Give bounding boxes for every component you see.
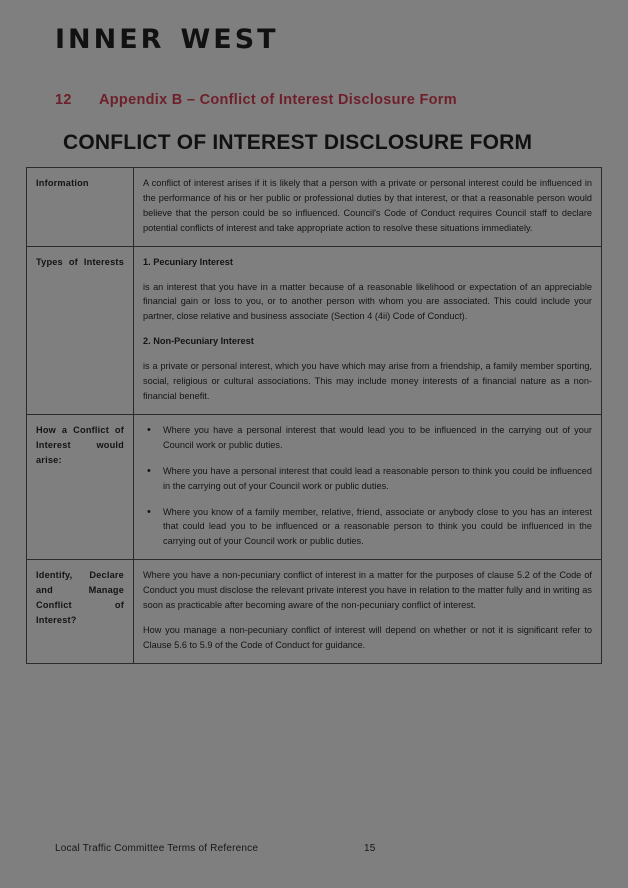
conflict-of-interest-table [26, 167, 602, 664]
logo-word-inner: INNER [55, 24, 165, 55]
row-label-how-conflict-arises: How a Conflict of Interest would arise: [27, 414, 134, 559]
paragraph-non-pecuniary-interest: is a private or personal interest, which you have which may arise from a friendship, a family member sporting, social, religious or cultural associations. This may include money interests of a financial nature as a non-financial benefit. [143, 361, 592, 401]
row-label-identify-declare-manage: Identify, Declare and Manage Conflict of Interest? [27, 560, 134, 664]
row-label-types-of-interests: Types of Interests [27, 246, 134, 414]
bullet-list [143, 423, 592, 549]
subheading-pecuniary-interest: 1. Pecuniary Interest [143, 256, 233, 267]
paragraph: Where you have a non-pecuniary conflict of interest in a matter for the purposes of clause 5.2 of the Code of Conduct you must disclose the relevant private interest you have in relation to the matter fully and in writing as soon as practicable after becoming aware of the non-pecuniary conflict of interest. [143, 570, 592, 611]
footer-page-number: 15 [364, 843, 376, 854]
list-item: • Where you have a personal interest that would lead you to be influenced in the carrying out of your Council work or public duties. [143, 423, 592, 453]
section-heading-text: Appendix B – Conflict of Interest Disclosure Form [99, 92, 457, 108]
row-content-how-conflict-arises [134, 414, 602, 559]
table-row [27, 414, 602, 559]
paragraph-pecuniary-interest: is an interest that you have in a matter because of a reasonable likelihood or expectation of an appreciable financial gain or loss to you, or to another person with whom you are associated. This could include your partner, close relative and business associate (Section 4 (4ii) Code of Conduct). [143, 281, 592, 322]
footer-document-title: Local Traffic Committee Terms of Reference [55, 843, 259, 854]
section-number: 12 [55, 92, 72, 108]
section-heading [55, 92, 575, 108]
row-content-types-of-interests [134, 246, 602, 414]
row-content-information [134, 168, 602, 247]
inner-west-logo [55, 24, 279, 55]
paragraph: A conflict of interest arises if it is likely that a person with a private or personal interest could be influenced in the performance of his or her public or professional duties by that interest, or that a reasonable person would believe that the person could be so influenced. Council's Code of Conduct requires Council staff to declare potential conflicts of interest and take appropriate action to resolve these situations immediately. [143, 178, 592, 233]
table-row [27, 246, 602, 414]
table-row [27, 168, 602, 247]
logo-word-west: WEST [180, 24, 279, 55]
page-footer [55, 843, 575, 854]
list-item: • Where you have a personal interest that could lead a reasonable person to think you could be influenced in the carrying out of your Council work or public duties. [143, 464, 592, 494]
list-item: • Where you know of a family member, relative, friend, associate or anybody close to you has an interest that could lead you to be influenced or a reasonable person to think you could be influenced in the carrying out of your Council work or public duties. [143, 505, 592, 550]
row-content-identify-declare-manage [134, 560, 602, 664]
row-label-information: Information [27, 168, 134, 247]
subheading-non-pecuniary-interest: 2. Non-Pecuniary Interest [143, 336, 254, 347]
page-title: CONFLICT OF INTEREST DISCLOSURE FORM [63, 131, 533, 154]
paragraph: How you manage a non-pecuniary conflict of interest will depend on whether or not it is significant refer to Clause 5.6 to 5.9 of the Code of Conduct for guidance. [143, 624, 592, 650]
table-row [27, 560, 602, 664]
